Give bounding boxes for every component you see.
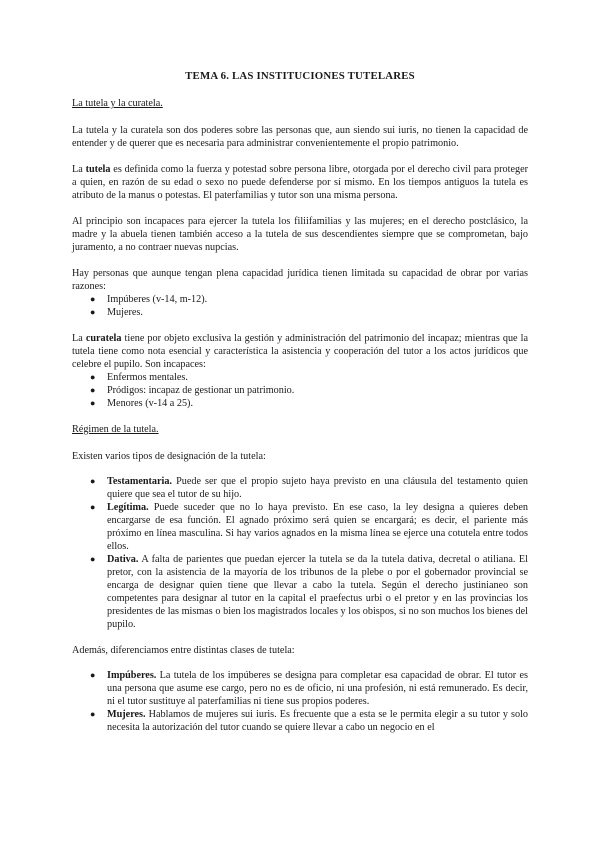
list-item: ● Mujeres. Hablamos de mujeres sui iuris. Es frecuente que a esta se le permita elegir a su tutor y solo necesita la autorización del tutor cuando se quiere llevar a cabo un negocio en el [90,709,528,733]
term-tutela: tutela [85,164,111,175]
list-item: ● Testamentaria. Puede ser que el propio sujeto haya previsto en una cláusula del testamento quien quiere que sea el tutor de su hijo. [90,476,528,500]
paragraph-text: es definida como la fuerza y potestad sobre persona libre, otorgada por el derecho civil para proteger a quien, en razón de su edad o sexo no puede defenderse por sí mismo. En los tiempos antiguos la tutela es atributo de la manus o potestas. El paterfamilias y tutor son una misma persona. [72,164,528,201]
term-legitima: Legítima. [107,502,149,513]
bullet-icon: ● [90,385,96,395]
term-mujeres: Mujeres. [107,709,146,720]
bullet-icon: ● [90,372,96,382]
bullet-icon: ● [90,294,96,304]
list-tutela-classes [72,669,528,734]
list-designation-types [72,475,528,631]
list-item: ● Impúberes (v-14, m-12). [90,294,208,305]
paragraph-clases-tutela: Además, diferenciamos entre distintas clases de tutela: [72,645,295,656]
paragraph-tutela-definition [72,163,528,202]
list-incapaces [72,371,528,410]
paragraph-prefix: La [72,333,86,344]
list-item: ● Pródigos: incapaz de gestionar un patrimonio. [90,385,295,396]
term-impuberes: Impúberes. [107,670,157,681]
bullet-icon: ● [90,476,96,486]
paragraph-incapaces-tutela: Al principio son incapaces para ejercer la tutela los filiifamilias y las mujeres; en el derecho postclásico, la madre y la abuela tienen también acceso a la tutela de sus descendientes siempre que se comprometan, bajo juramento, a no contraer nuevas nupcias. [72,216,528,253]
bullet-icon: ● [90,307,96,317]
term-dativa: Dativa. [107,554,139,565]
list-item: ● Mujeres. [90,307,143,318]
document-title: TEMA 6. LAS INSTITUCIONES TUTELARES [185,70,415,82]
paragraph-text: tiene por objeto exclusiva la gestión y administración del patrimonio del incapaz; mientras que la tutela tiene como nota esencial y característica la asistencia y cooperación del tutor a los actos jurídicos que celebre el pupilo. Son incapaces: [72,333,529,370]
bullet-icon: ● [90,502,96,512]
bullet-icon: ● [90,709,96,719]
paragraph-capacidad: Hay personas que aunque tengan plena capacidad jurídica tienen limitada su capacidad de obrar por varias razones: [72,268,528,292]
bullet-icon: ● [90,554,96,564]
list-item: ● Legítima. Puede suceder que no lo haya previsto. En ese caso, la ley designa a quieres deben encargarse de esa función. El agnado próximo será quien se encargará; es decir, el pariente más próximo en línea masculina. Si hay varios agnados en la misma línea se ejerce una cotutela entre todos ellos. [90,502,528,552]
section-heading-regimen: Régimen de la tutela. [72,424,159,435]
section-heading-tutela-curatela: La tutela y la curatela. [72,98,163,109]
list-item: ● Enfermos mentales. [90,372,188,383]
paragraph-curatela-definition [72,332,528,371]
bullet-icon: ● [90,398,96,408]
paragraph-intro: La tutela y la curatela son dos poderes sobre las personas que, aun siendo sui iuris, no tienen la capacidad de entender y de querer que es necesaria para administrar convenientemente el propio patrimonio. [72,125,528,149]
list-limited-capacity [72,293,528,319]
term-testamentaria: Testamentaria. [107,476,172,487]
paragraph-prefix: La [72,164,86,175]
bullet-icon: ● [90,670,96,680]
paragraph-tipos-designacion: Existen varios tipos de designación de la tutela: [72,451,266,462]
term-curatela: curatela [85,333,122,344]
list-item: ● Dativa. A falta de parientes que puedan ejercer la tutela se da la tutela dativa, decretal o atiliana. El pretor, con la asistencia de la mayoría de los tribunos de la plebe o por el gobernador provincial se encarga de designar quien tiene que llevar a cabo la tutela. Según el derecho justinianeo son competentes para designar al tutor en la capital el praefectus urbi o el pretor y en las provincias los presidentes de las mismas o bien los magistrados locales y los obispos, si no son muchos los bienes del pupilo. [90,554,528,630]
list-item: ● Impúberes. La tutela de los impúberes se designa para completar esa capacidad de obrar. El tutor es una persona que asume ese cargo, pero no es de oficio, ni una profesión, ni está remunerado. Es decir, ni el tutor sustituye al paterfamilias ni tiene sus propios poderes. [90,670,528,707]
list-item: ● Menores (v-14 a 25). [90,398,194,409]
